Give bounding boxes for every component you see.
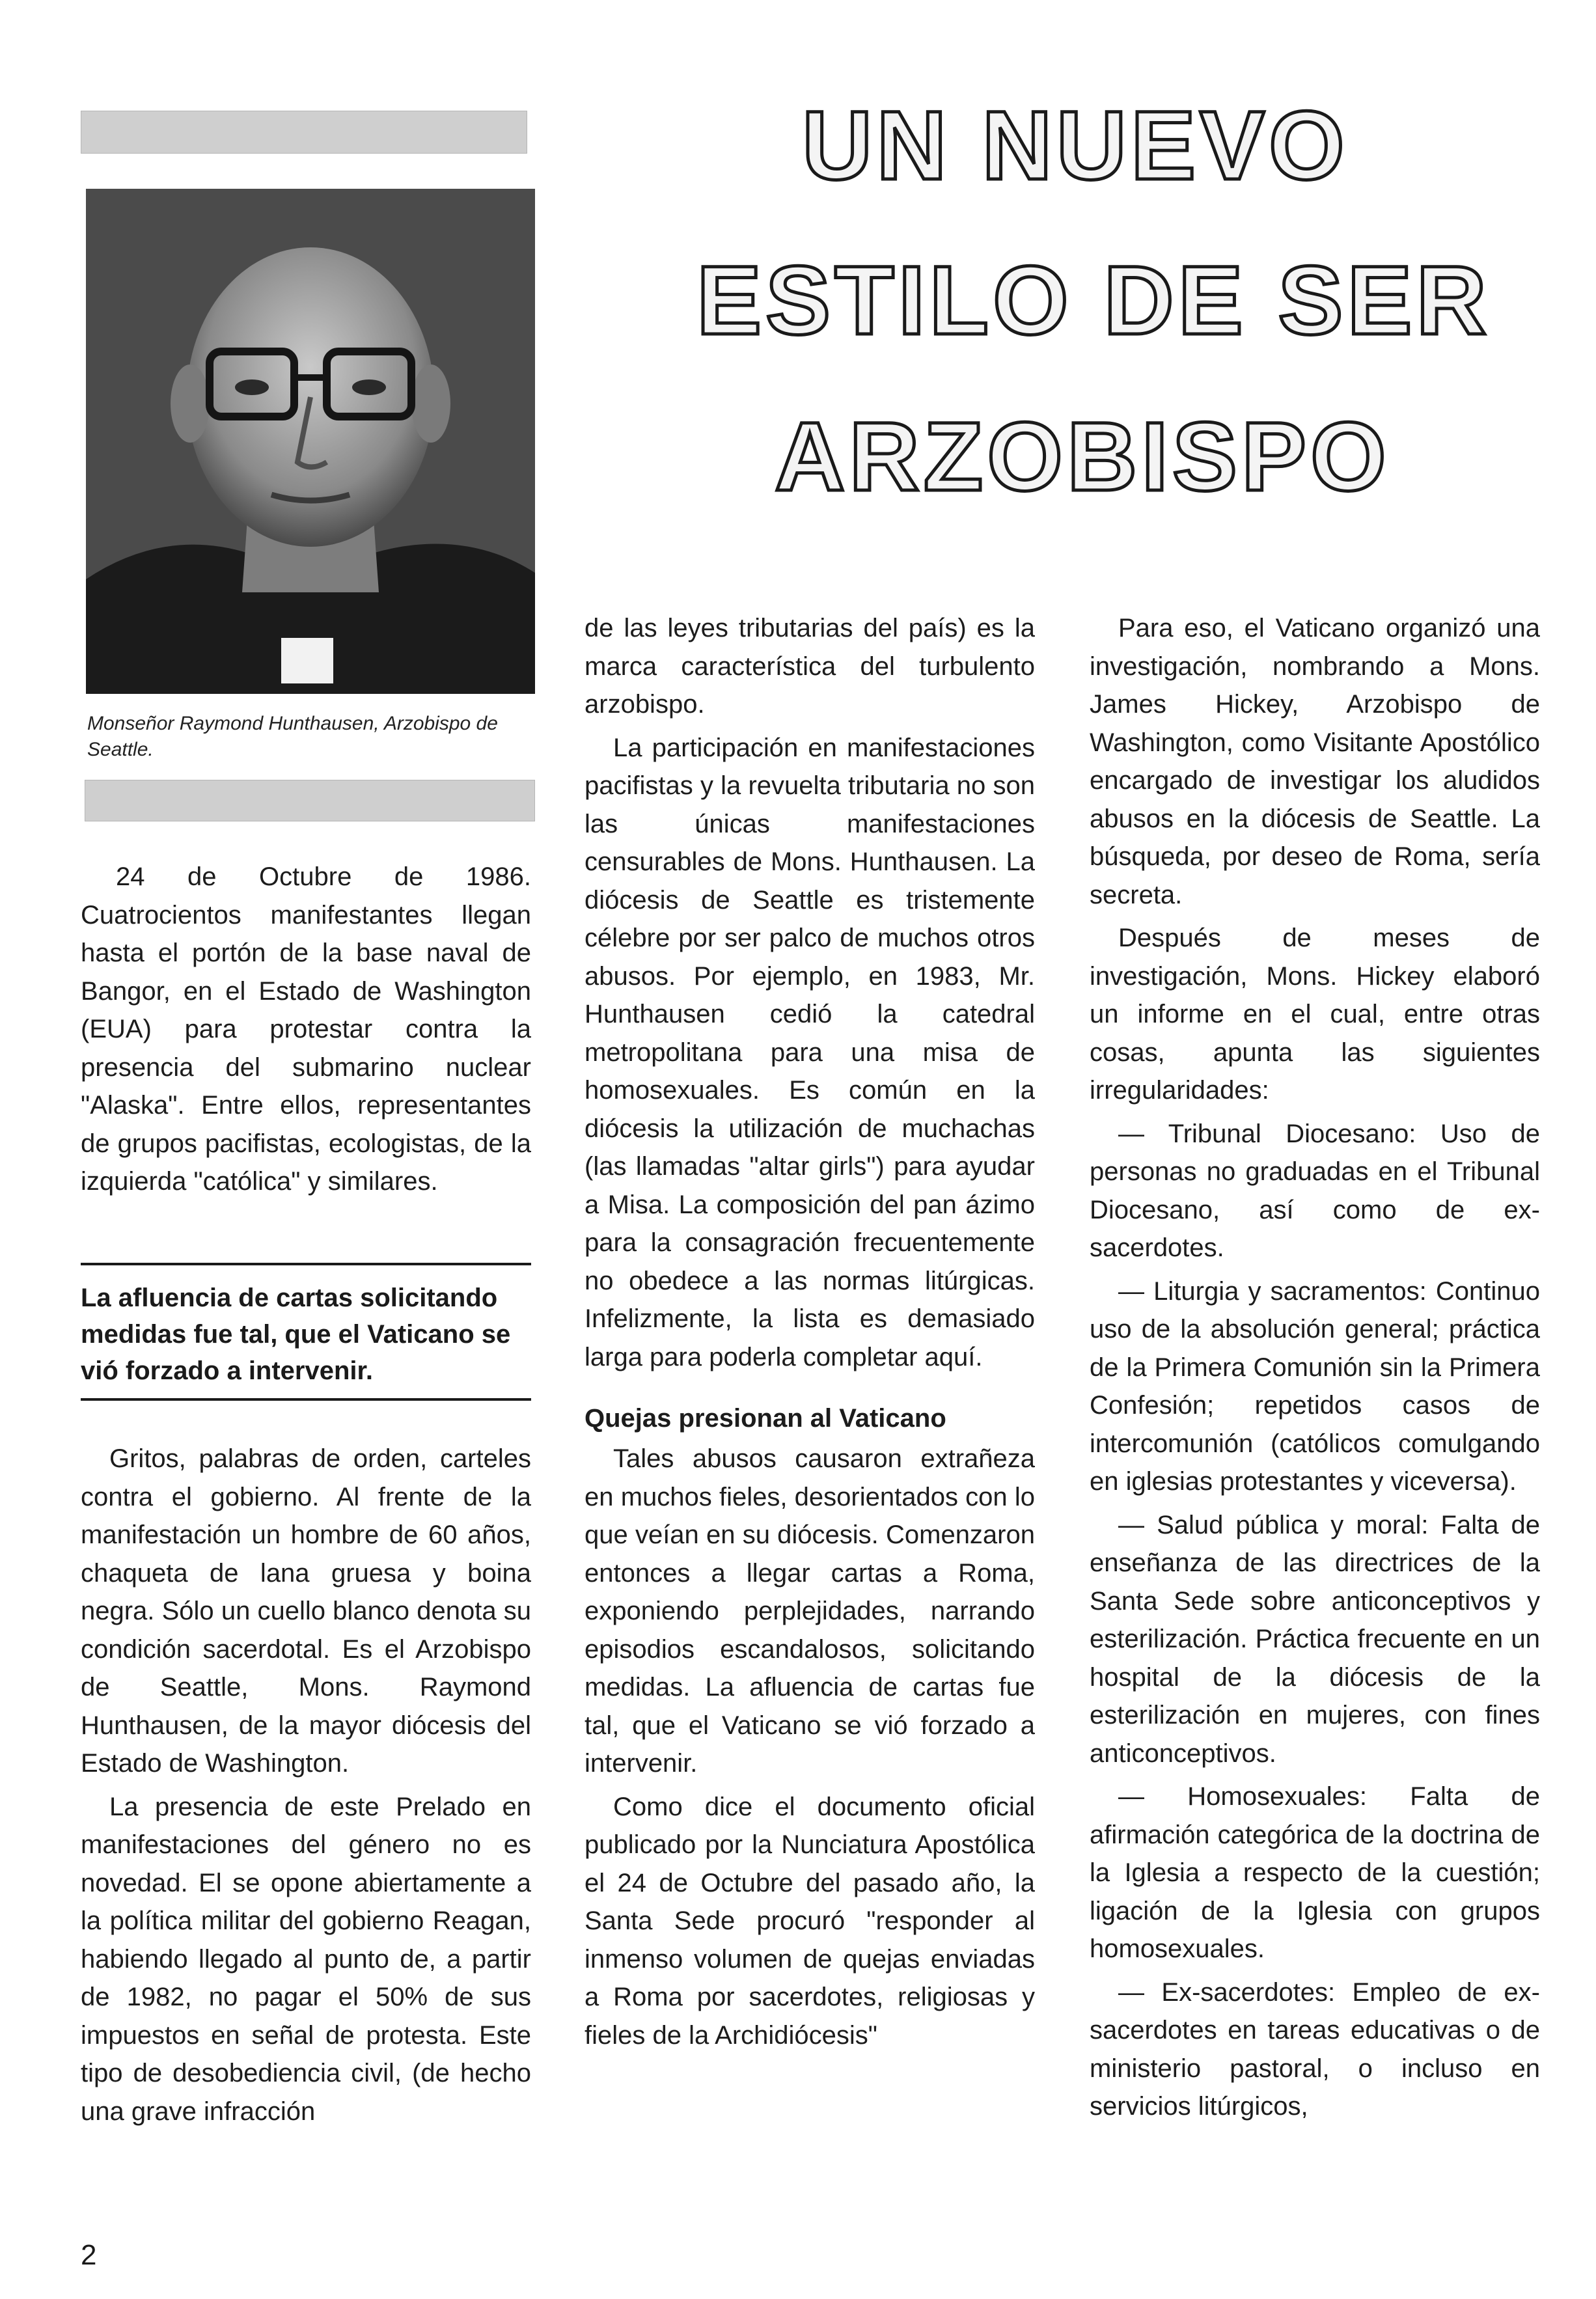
- column-3: [1090, 609, 1540, 2131]
- middle-gray-bar: [85, 780, 535, 821]
- column-2: [585, 609, 1035, 2059]
- photo-caption: Monseñor Raymond Hunthausen, Arzobispo de Seattle.: [87, 713, 498, 760]
- col3-paragraph-1: Para eso, el Vaticano organizó una investigación, nombrando a Mons. James Hickey, Arzobispo de Washington, como Visitante Apostólico encargado de investigar los aludidos abusos en la diócesis de Seattle. La búsqueda, por deseo de Roma, sería secreta.: [1090, 614, 1540, 909]
- page-number: 2: [81, 2239, 97, 2271]
- portrait-illustration: [86, 189, 535, 694]
- column-1-top: [81, 858, 531, 1206]
- col1-paragraph-2: Gritos, palabras de orden, carteles contra el gobierno. Al frente de la manifestación un hombre de 60 años, chaqueta de lana gruesa y boina negra. Sólo un cuello blanco denota su condición sacerdotal. Es el Arzobispo de Seattle, Mons. Raymond Hunthausen, de la mayor diócesis del Estado de Washington.: [81, 1444, 531, 1778]
- title-line-3: ARZOBISPO: [775, 402, 1390, 511]
- col2-paragraph-3: Tales abusos causaron extrañeza en muchos fieles, desorientados con lo que veían en su diócesis. Comenzaron entonces a llegar cartas a Roma, exponiendo perplejidades, narrando episodios escandalosos, solicitando medidas. La afluencia de cartas fue tal, que el Vaticano se vió forzado a intervenir.: [585, 1444, 1035, 1778]
- column-1-bottom: [81, 1440, 531, 2136]
- title-line-1: UN NUEVO: [802, 90, 1349, 200]
- col2-paragraph-2: La participación en manifestaciones pacifistas y la revuelta tributaria no son las únicas manifestaciones censurables de Mons. Hunthausen. La diócesis de Seattle es tristemente célebre por ser palco de muchos otros abusos. Por ejemplo, en 1983, Mr. Hunthausen cedió la catedral metropolitana para una misa de homosexuales. Es común en la diócesis la utilización de muchachas (las llamadas "altar girls") para ayudar a Misa. La composición del pan ázimo para la consagración frecuentemente no obedece a las normas litúrgicas. Infelizmente, la lista es demasiado larga para poderla completar aquí.: [585, 733, 1035, 1371]
- col3-paragraph-7: — Ex-sacerdotes: Empleo de ex-sacerdotes en tareas educativas o de ministerio pastoral, o incluso en servicios litúrgicos,: [1090, 1977, 1540, 2121]
- col3-paragraph-2: Después de meses de investigación, Mons. Hickey elaboró un informe en el cual, entre otras cosas, apunta las siguientes irregularidades:: [1090, 924, 1540, 1105]
- col3-paragraph-3: — Tribunal Diocesano: Uso de personas no graduadas en el Tribunal Diocesano, así como de ex-sacerdotes.: [1090, 1119, 1540, 1262]
- section-heading: Quejas presionan al Vaticano: [585, 1404, 946, 1433]
- col3-paragraph-4: — Liturgia y sacramentos: Continuo uso de la absolución general; práctica de la Primera Comunión sin la Primera Confesión; repetidos casos de intercomunión (católicos comulgando en iglesias protestantes y viceversa).: [1090, 1276, 1540, 1496]
- title-line-2: ESTILO DE SER: [696, 245, 1491, 355]
- pull-quote: La afluencia de cartas solicitando medidas fue tal, que el Vaticano se vió forzado a intervenir.: [81, 1263, 531, 1401]
- col1-paragraph-3: La presencia de este Prelado en manifestaciones del género no es novedad. El se opone abiertamente a la política militar del gobierno Reagan, habiendo llegado al punto de, a partir de 1982, no pagar el 50% de sus impuestos en señal de protesta. Este tipo de desobediencia civil, (de hecho una grave infracción: [81, 1792, 531, 2126]
- portrait-photo: [86, 189, 535, 694]
- col3-paragraph-6: — Homosexuales: Falta de afirmación categórica de la doctrina de la Iglesia a respecto de la cuestión; ligación de la Iglesia con grupos homosexuales.: [1090, 1782, 1540, 1963]
- col2-paragraph-1: de las leyes tributarias del país) es la marca característica del turbulento arzobispo.: [585, 614, 1035, 719]
- col2-paragraph-4: Como dice el documento oficial publicado por la Nunciatura Apostólica el 24 de Octubre del pasado año, la Santa Sede procuró "responder al inmenso volumen de quejas enviadas a Roma por sacerdotes, religiosas y fieles de la Archidiócesis": [585, 1792, 1035, 2050]
- top-gray-bar: [81, 111, 527, 154]
- col3-paragraph-5: — Salud pública y moral: Falta de enseñanza de las directrices de la Santa Sede sobre anticonceptivos y esterilización. Práctica frecuente en un hospital de la diócesis de la esterilización en mujeres, con fines anticonceptivos.: [1090, 1510, 1540, 1768]
- col1-paragraph-1: 24 de Octubre de 1986. Cuatrocientos manifestantes llegan hasta el portón de la base naval de Bangor, en el Estado de Washington (EUA) para protestar contra la presencia del submarino nuclear "Alaska". Entre ellos, representantes de grupos pacifistas, ecologistas, de la izquierda "católica" y similares.: [81, 862, 531, 1196]
